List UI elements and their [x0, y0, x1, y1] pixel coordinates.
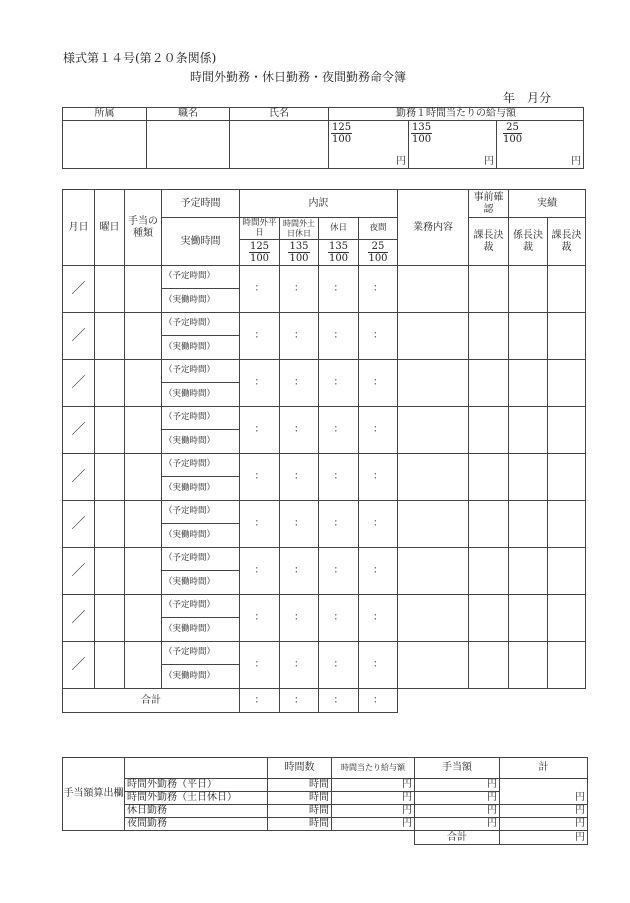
approval-stamp-field[interactable]	[548, 407, 586, 454]
rate-num: 25	[368, 241, 387, 253]
col-section-chief-approval-2: 課長決裁	[548, 218, 586, 266]
col-actual-time: 実働時間	[162, 218, 240, 266]
approval-stamp-field[interactable]	[509, 313, 548, 360]
actual-time-field[interactable]: （実働時間）	[162, 383, 240, 407]
allowance-type-field[interactable]	[125, 266, 162, 313]
breakdown-time-field[interactable]: ：	[359, 360, 398, 407]
approval-stamp-field[interactable]	[548, 548, 586, 595]
allowance-type-field[interactable]	[125, 501, 162, 548]
date-field[interactable]: ／	[63, 313, 95, 360]
total-time-field[interactable]: ：	[319, 689, 359, 713]
weekday-field[interactable]	[95, 407, 125, 454]
weekday-field[interactable]	[95, 595, 125, 642]
total-time-field[interactable]: ：	[359, 689, 398, 713]
work-content-field[interactable]	[398, 642, 469, 689]
weekday-field[interactable]	[95, 548, 125, 595]
approval-stamp-field[interactable]	[469, 501, 509, 548]
calc-row-label: 休日勤務	[125, 805, 268, 818]
breakdown-time-field[interactable]: ：	[319, 407, 359, 454]
calc-header-hours: 時間数	[268, 758, 332, 779]
approval-stamp-field[interactable]	[509, 501, 548, 548]
breakdown-time-field[interactable]: ：	[240, 501, 280, 548]
calc-header-amount: 手当額	[415, 758, 500, 779]
calc-row-label: 時間外勤務（土日休日）	[125, 792, 268, 805]
actual-time-field[interactable]: （実働時間）	[162, 524, 240, 548]
rate-num: 125	[332, 122, 352, 133]
breakdown-time-field[interactable]: ：	[359, 642, 398, 689]
total-time-field[interactable]: ：	[280, 689, 319, 713]
rate-135-field[interactable]	[409, 121, 497, 169]
total-field[interactable]: 円	[500, 792, 588, 805]
rate-num: 135	[328, 240, 349, 252]
breakdown-time-field[interactable]: ：	[359, 454, 398, 501]
weekday-field[interactable]	[95, 642, 125, 689]
rate-den: 100	[332, 134, 352, 145]
approval-stamp-field[interactable]	[469, 454, 509, 501]
calc-section-label: 手当額算出欄	[63, 758, 125, 831]
breakdown-time-field[interactable]: ：	[280, 266, 319, 313]
date-field[interactable]: ／	[63, 595, 95, 642]
breakdown-time-field[interactable]: ：	[359, 548, 398, 595]
total-field[interactable]: 円	[500, 818, 588, 831]
approval-stamp-field[interactable]	[509, 360, 548, 407]
weekday-field[interactable]	[95, 313, 125, 360]
col-results: 実績	[509, 190, 586, 218]
breakdown-time-field[interactable]: ：	[280, 313, 319, 360]
approval-stamp-field[interactable]	[509, 548, 548, 595]
empty-cell	[398, 689, 469, 713]
allowance-type-field[interactable]	[125, 642, 162, 689]
work-content-field[interactable]	[398, 360, 469, 407]
calc-row-label: 時間外勤務（平日）	[125, 779, 268, 792]
date-field[interactable]: ／	[63, 501, 95, 548]
calc-spacer	[268, 831, 332, 845]
yen-unit: 円	[571, 155, 582, 167]
scheduled-time-field[interactable]: （予定時間）	[162, 266, 240, 289]
work-content-field[interactable]	[398, 454, 469, 501]
breakdown-time-field[interactable]: ：	[240, 360, 280, 407]
rate-field[interactable]: 円	[332, 818, 415, 831]
col-work-content: 業務内容	[398, 190, 469, 266]
allowance-type-field[interactable]	[125, 595, 162, 642]
breakdown-time-field[interactable]: ：	[240, 407, 280, 454]
approval-stamp-field[interactable]	[548, 501, 586, 548]
yen-unit: 円	[396, 155, 406, 167]
hours-field[interactable]: 時間	[268, 805, 332, 818]
approval-stamp-field[interactable]	[548, 360, 586, 407]
breakdown-time-field[interactable]: ：	[319, 360, 359, 407]
rate-num: 25	[503, 122, 522, 134]
breakdown-time-field[interactable]: ：	[280, 360, 319, 407]
affiliation-field[interactable]	[63, 121, 147, 169]
date-field[interactable]: ／	[63, 266, 95, 313]
breakdown-time-field[interactable]: ：	[319, 454, 359, 501]
hours-field[interactable]: 時間	[268, 818, 332, 831]
actual-time-field[interactable]: （実働時間）	[162, 289, 240, 313]
breakdown-time-field[interactable]: ：	[280, 548, 319, 595]
work-content-field[interactable]	[398, 501, 469, 548]
breakdown-holiday: 休日	[319, 218, 359, 240]
rate-fraction	[319, 240, 359, 266]
actual-time-field[interactable]: （実働時間）	[162, 665, 240, 689]
calc-header-rate: 時間当たり給与額	[332, 758, 415, 779]
breakdown-time-field[interactable]: ：	[240, 313, 280, 360]
amount-field[interactable]: 円	[415, 818, 500, 831]
allowance-type-field[interactable]	[125, 548, 162, 595]
approval-stamp-field[interactable]	[548, 454, 586, 501]
total-time-field[interactable]: ：	[240, 689, 280, 713]
breakdown-time-field[interactable]: ：	[280, 454, 319, 501]
approval-stamp-field[interactable]	[469, 595, 509, 642]
rate-den: 100	[328, 252, 349, 264]
work-content-field[interactable]	[398, 313, 469, 360]
date-field[interactable]: ／	[63, 454, 95, 501]
breakdown-overtime-weekend: 時間外土日休日	[280, 218, 319, 240]
scheduled-time-field[interactable]: （予定時間）	[162, 360, 240, 383]
breakdown-time-field[interactable]: ：	[280, 501, 319, 548]
breakdown-time-field[interactable]: ：	[319, 595, 359, 642]
approval-stamp-field[interactable]	[509, 595, 548, 642]
allowance-type-field[interactable]	[125, 360, 162, 407]
approval-stamp-field[interactable]	[548, 266, 586, 313]
calc-table	[62, 757, 588, 845]
rate-num: 125	[249, 240, 270, 252]
header-position: 職名	[147, 108, 230, 121]
approval-stamp-field[interactable]	[509, 454, 548, 501]
approval-stamp-field[interactable]	[548, 642, 586, 689]
breakdown-time-field[interactable]: ：	[359, 407, 398, 454]
allowance-type-field[interactable]	[125, 454, 162, 501]
breakdown-time-field[interactable]: ：	[359, 313, 398, 360]
weekday-field[interactable]	[95, 266, 125, 313]
empty-cell	[509, 689, 548, 713]
amount-field[interactable]: 円	[415, 805, 500, 818]
name-field[interactable]	[230, 121, 329, 169]
breakdown-overtime-weekday: 時間外平日	[240, 218, 280, 240]
breakdown-time-field[interactable]: ：	[319, 313, 359, 360]
rate-num: 135	[412, 122, 432, 133]
breakdown-time-field[interactable]: ：	[319, 266, 359, 313]
date-field[interactable]: ／	[63, 407, 95, 454]
header-name: 氏名	[230, 108, 329, 121]
calc-header-blank	[125, 758, 268, 779]
date-field[interactable]: ／	[63, 548, 95, 595]
approval-stamp-field[interactable]	[469, 313, 509, 360]
rate-fraction	[280, 240, 319, 266]
rate-125-field[interactable]	[329, 121, 409, 169]
breakdown-time-field[interactable]: ：	[240, 266, 280, 313]
approval-stamp-field[interactable]	[509, 407, 548, 454]
year-month: 年 月分	[503, 91, 552, 105]
col-prior-confirmation: 事前確認	[469, 190, 509, 218]
calc-header-total: 計	[500, 758, 588, 779]
work-content-field[interactable]	[398, 407, 469, 454]
approval-stamp-field[interactable]	[509, 642, 548, 689]
date-field[interactable]: ／	[63, 642, 95, 689]
approval-stamp-field[interactable]	[548, 595, 586, 642]
hours-field[interactable]: 時間	[268, 779, 332, 792]
total-field[interactable]: 円	[500, 805, 588, 818]
scheduled-time-field[interactable]: （予定時間）	[162, 454, 240, 477]
col-weekday: 曜日	[95, 190, 125, 266]
col-subsection-chief-approval: 係長決裁	[509, 218, 548, 266]
breakdown-time-field[interactable]: ：	[359, 266, 398, 313]
rate-fraction	[359, 240, 398, 266]
header-table	[62, 107, 584, 169]
work-content-field[interactable]	[398, 266, 469, 313]
approval-stamp-field[interactable]	[548, 313, 586, 360]
col-breakdown: 内訳	[240, 190, 398, 218]
approval-stamp-field[interactable]	[469, 360, 509, 407]
breakdown-time-field[interactable]: ：	[319, 548, 359, 595]
rate-den: 100	[503, 134, 523, 145]
breakdown-time-field[interactable]: ：	[240, 454, 280, 501]
approval-stamp-field[interactable]	[469, 266, 509, 313]
col-section-chief-approval: 課長決裁	[469, 218, 509, 266]
total-label: 合計	[63, 689, 240, 713]
page-title: 時間外勤務・休日勤務・夜間勤務命令簿	[190, 70, 407, 84]
yen-unit: 円	[484, 155, 494, 167]
breakdown-time-field[interactable]: ：	[240, 595, 280, 642]
breakdown-time-field[interactable]: ：	[240, 548, 280, 595]
scheduled-time-field[interactable]: （予定時間）	[162, 313, 240, 336]
rate-den: 100	[368, 252, 388, 264]
approval-stamp-field[interactable]	[509, 266, 548, 313]
grand-total-field[interactable]: 円	[500, 831, 588, 845]
breakdown-time-field[interactable]: ：	[359, 595, 398, 642]
rate-den: 100	[249, 252, 270, 264]
actual-time-field[interactable]: （実働時間）	[162, 336, 240, 360]
actual-time-field[interactable]: （実働時間）	[162, 571, 240, 595]
breakdown-time-field[interactable]: ：	[359, 501, 398, 548]
rate-field[interactable]: 円	[332, 805, 415, 818]
work-content-field[interactable]	[398, 595, 469, 642]
breakdown-time-field[interactable]: ：	[319, 501, 359, 548]
breakdown-time-field[interactable]: ：	[319, 642, 359, 689]
rate-field[interactable]: 円	[332, 779, 415, 792]
allowance-type-field[interactable]	[125, 407, 162, 454]
breakdown-time-field[interactable]: ：	[280, 595, 319, 642]
scheduled-time-field[interactable]: （予定時間）	[162, 595, 240, 618]
scheduled-time-field[interactable]: （予定時間）	[162, 407, 240, 430]
work-content-field[interactable]	[398, 548, 469, 595]
actual-time-field[interactable]: （実働時間）	[162, 618, 240, 642]
col-scheduled-time: 予定時間	[162, 190, 240, 218]
col-allowance-type: 手当の種類	[125, 190, 162, 266]
actual-time-field[interactable]: （実働時間）	[162, 477, 240, 501]
rate-num: 135	[289, 240, 309, 252]
date-field[interactable]: ／	[63, 360, 95, 407]
breakdown-night: 夜間	[359, 218, 398, 240]
weekday-field[interactable]	[95, 454, 125, 501]
calc-spacer	[125, 831, 268, 845]
calc-spacer	[63, 831, 125, 845]
actual-time-field[interactable]: （実働時間）	[162, 430, 240, 454]
rate-25-field[interactable]	[497, 121, 584, 169]
scheduled-time-field[interactable]: （予定時間）	[162, 642, 240, 665]
calc-row-label: 夜間勤務	[125, 818, 268, 831]
header-affiliation: 所属	[63, 108, 147, 121]
amount-field[interactable]: 円	[415, 779, 500, 792]
scheduled-time-field[interactable]: （予定時間）	[162, 548, 240, 571]
form-number: 様式第１４号(第２０条関係)	[63, 51, 217, 65]
approval-stamp-field[interactable]	[469, 548, 509, 595]
approval-stamp-field[interactable]	[469, 407, 509, 454]
allowance-type-field[interactable]	[125, 313, 162, 360]
total-field[interactable]	[500, 779, 588, 792]
rate-fraction	[240, 240, 280, 266]
scheduled-time-field[interactable]: （予定時間）	[162, 501, 240, 524]
amount-field[interactable]: 円	[415, 792, 500, 805]
header-hourly-rate: 勤務１時間当たりの給与額	[329, 108, 584, 121]
weekday-field[interactable]	[95, 501, 125, 548]
rate-den: 100	[412, 134, 432, 145]
breakdown-time-field[interactable]: ：	[240, 642, 280, 689]
rate-field[interactable]: 円	[332, 792, 415, 805]
hours-field[interactable]: 時間	[268, 792, 332, 805]
calc-spacer	[332, 831, 415, 845]
rate-den: 100	[289, 252, 309, 264]
col-date: 月日	[63, 190, 95, 266]
weekday-field[interactable]	[95, 360, 125, 407]
breakdown-time-field[interactable]: ：	[280, 642, 319, 689]
breakdown-time-field[interactable]: ：	[280, 407, 319, 454]
approval-stamp-field[interactable]	[469, 642, 509, 689]
empty-cell	[548, 689, 586, 713]
empty-cell	[469, 689, 509, 713]
position-field[interactable]	[147, 121, 230, 169]
main-table	[62, 189, 586, 713]
calc-total-label: 合計	[415, 831, 500, 845]
